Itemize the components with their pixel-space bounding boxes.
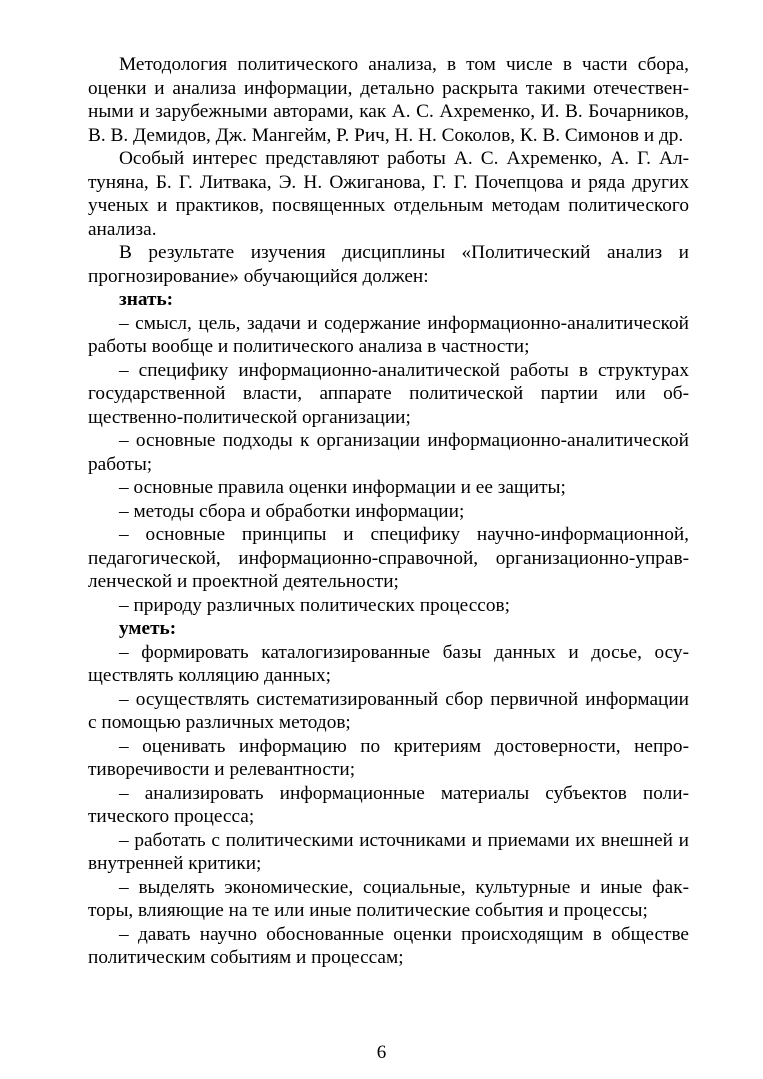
know-list-item: – основные подходы к организации информационно-аналитической работы; xyxy=(88,430,689,475)
know-list-item: – основные принципы и специфику научно-информационной, педагогической, информационно-справочной, организационно-управленческой и проектной деятельности; xyxy=(88,524,689,592)
able-list-item: – оценивать информацию по критериям достоверности, непротиворечивости и релевантности; xyxy=(88,735,689,780)
know-list-item: – природу различных политических процессов; xyxy=(119,594,510,616)
page-body xyxy=(88,53,689,970)
intro-paragraph-methodology: Методология политического анализа, в том числе в части сбора, оценки и анализа информации, детально раскрыта такими отечественными и зарубежными авторами, как А. С. Ахременко, И. В. Бочарников, В. В. Демидов, Дж. Мангейм, Р. Рич, Н. Н. Соколов, К. В. Симонов и др. xyxy=(88,54,689,146)
know-list-item: – методы сбора и обработки информации; xyxy=(119,500,465,522)
able-list-item: – работать с политическими источниками и приемами их внешней и внутренней критики; xyxy=(88,829,689,874)
page-number: 6 xyxy=(376,1042,387,1063)
able-list-item: – выделять экономические, социальные, культурные и иные факторы, влияющие на те или иные политические события и процессы; xyxy=(88,876,689,921)
know-list-item: – смысл, цель, задачи и содержание информационно-аналитической работы вообще и политического анализа в частности; xyxy=(88,312,689,357)
know-list-item: – основные правила оценки информации и ее защиты; xyxy=(119,477,566,498)
intro-paragraph-special-interest: Особый интерес представляют работы А. С. Ахременко, А. Г. Алтуняна, Б. Г. Литвака, Э. Н. Ожиганова, Г. Г. Почепцова и ряда других ученых и практиков, посвященных отдельным методам политического анализа. xyxy=(88,148,689,240)
able-heading: уметь: xyxy=(119,618,177,639)
know-heading: знать: xyxy=(119,289,174,310)
able-list-item: – анализировать информационные материалы субъектов политического процесса; xyxy=(88,782,689,827)
intro-paragraph-learning-outcome: В результате изучения дисциплины «Политический анализ и прогнозирование» обучающийся должен: xyxy=(88,242,689,287)
know-list-item: – специфику информационно-аналитической работы в структурах государственной власти, аппарате политической партии или общественно-политической организации; xyxy=(88,359,689,428)
able-list-item: – формировать каталогизированные базы данных и досье, осуществлять колляцию данных; xyxy=(88,641,689,686)
able-list-item: – осуществлять систематизированный сбор первичной информации с помощью различных методов; xyxy=(88,688,689,733)
able-list-item: – давать научно обоснованные оценки происходящим в обществе политическим событиям и процессам; xyxy=(88,923,689,968)
